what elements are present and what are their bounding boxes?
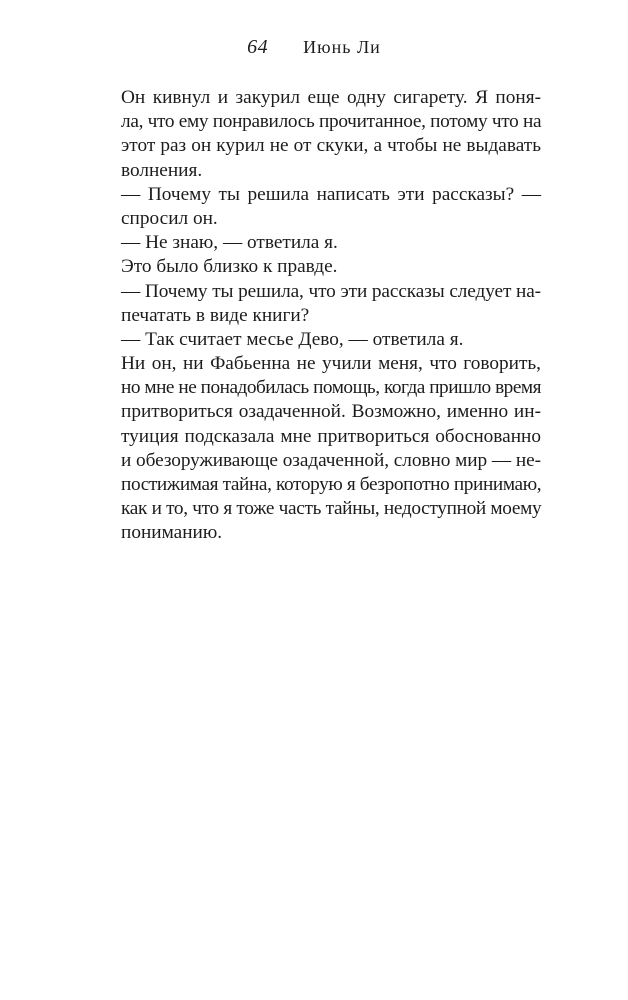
text-line: притвориться озадаченной. Возможно, именно ин- <box>121 401 541 423</box>
text-line: и обезоруживающе озадаченной, словно мир — не- <box>121 449 541 471</box>
text-line: Ни он, ни Фабьенна не учили меня, что говорить, <box>121 353 541 375</box>
text-line: — Не знаю, — ответила я. <box>121 232 338 254</box>
text-line: Это было близко к правде. <box>121 256 338 278</box>
text-line: — Почему ты решила написать эти рассказы? — <box>121 183 541 205</box>
text-line: печатать в виде книги? <box>121 304 310 326</box>
body-text <box>121 86 541 546</box>
text-line: но мне не понадобилась помощь, когда пришло время <box>121 377 541 399</box>
text-line: как и то, что я тоже часть тайны, недоступной моему <box>121 498 542 520</box>
text-line: волнения. <box>121 159 203 181</box>
text-line: Он кивнул и закурил еще одну сигарету. Я поня- <box>121 87 541 108</box>
text-line: пониманию. <box>121 522 223 544</box>
text-line: ла, что ему понравилось прочитанное, потому что на <box>121 111 542 133</box>
page-number: 64 <box>247 36 269 58</box>
text-line: этот раз он курил не от скуки, а чтобы не выдавать <box>121 135 541 157</box>
running-head <box>0 36 628 59</box>
text-line: — Почему ты решила, что эти рассказы следует на- <box>121 280 541 302</box>
text-line: — Так считает месье Дево, — ответила я. <box>121 328 464 350</box>
text-line: спросил он. <box>121 207 218 229</box>
running-head-author: Июнь Ли <box>303 37 381 57</box>
text-line: постижимая тайна, которую я безропотно принимаю, <box>121 474 542 495</box>
text-line: туиция подсказала мне притвориться обоснованно <box>121 425 541 447</box>
